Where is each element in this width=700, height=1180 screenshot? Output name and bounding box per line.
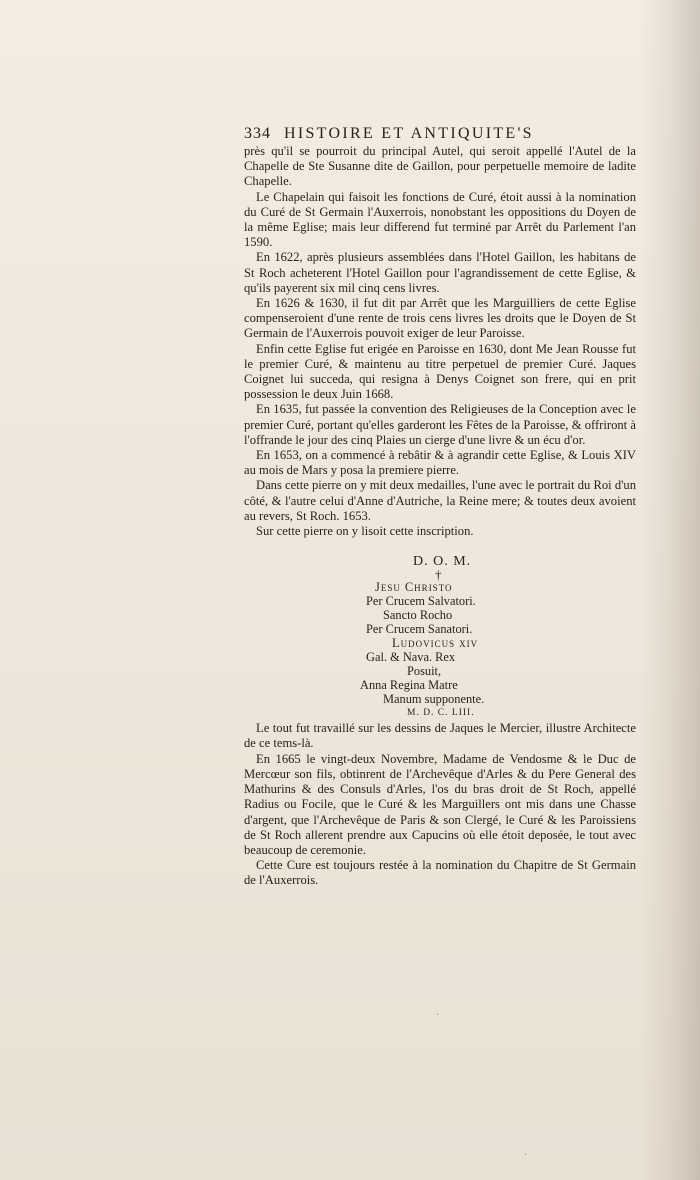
inscription-line: Per Crucem Sanatori. [366, 622, 473, 637]
paragraph: En 1635, fut passée la convention des Religieuses de la Conception avec le premier Curé, portant qu'elles garderont les Fêtes de la Paroisse, & offriront à l'offrande le jour des cinq Plaies un cierge d'une livre & un écu d'or. [244, 402, 636, 447]
paragraph: Dans cette pierre on y mit deux medailles, l'une avec le portrait du Roi d'un côté, & l'autre celui d'Anne d'Autriche, la Reine mere; & toutes deux avoient au revers, St Roch. 1653. [244, 478, 636, 523]
paragraph: En 1622, après plusieurs assemblées dans l'Hotel Gaillon, les habitans de St Roch acheterent l'Hotel Gaillon pour l'agrandissement de cette Eglise, & qu'ils payerent six mil cinq cens livres. [244, 250, 636, 295]
inscription-line: Anna Regina Matre [360, 678, 458, 693]
paper-speck: · [436, 1010, 440, 1021]
inscription-line: Manum supponente. [383, 692, 485, 707]
inscription-line: Sancto Rocho [383, 608, 453, 623]
paragraph: Le tout fut travaillé sur les dessins de Jaques le Mercier, illustre Architecte de ce tems-là. [244, 721, 636, 751]
paragraph: Le Chapelain qui faisoit les fonctions de Curé, étoit aussi à la nomination du Curé de St Germain l'Auxerrois, nonobstant les oppositions du Doyen de la même Eglise; mais leur differend fut terminé par Arrêt du Parlement l'an 1590. [244, 189, 636, 250]
running-title: HISTOIRE ET ANTIQUITE'S [284, 125, 534, 142]
cross-icon: † [435, 567, 442, 583]
inscription-date: M. D. C. LIII. [407, 708, 475, 719]
paragraph: En 1653, on a commencé à rebâtir & à agrandir cette Eglise, & Louis XIV au mois de Mars y posa la premiere pierre. [244, 448, 636, 478]
paragraph: Enfin cette Eglise fut erigée en Paroisse en 1630, dont Me Jean Rousse fut le premier Curé, & maintenu au titre perpetuel de premier Curé. Jaques Coignet lui succeda, qui resigna à Denys Coignet son frere, qui en prit possession le deux Juin 1668. [244, 341, 636, 402]
paper-speck: · [524, 1150, 528, 1161]
inscription-line: Posuit, [407, 664, 442, 679]
inscription-line: Per Crucem Salvatori. [366, 594, 476, 609]
inscription-line: Ludovicus xiv [392, 636, 479, 651]
inscription-line: Gal. & Nava. Rex [366, 650, 456, 665]
inscription-block [244, 554, 636, 719]
inscription-dom: D. O. M. [413, 554, 472, 570]
text-body [244, 144, 636, 889]
page-number: 334 [244, 125, 271, 142]
running-header [244, 125, 632, 143]
inscription-line: Jesu Christo [375, 580, 453, 595]
paragraph: près qu'il se pourroit du principal Autel, qui seroit appellé l'Autel de la Chapelle de Ste Susanne dite de Gaillon, pour perpetuelle memoire de ladite Chapelle. [244, 144, 636, 189]
paragraph: Sur cette pierre on y lisoit cette inscription. [256, 524, 474, 539]
paragraph: Cette Cure est toujours restée à la nomination du Chapitre de St Germain de l'Auxerrois. [244, 858, 636, 888]
paragraph: En 1626 & 1630, il fut dit par Arrêt que les Marguilliers de cette Eglise compenseroient d'une rente de trois cens livres les droits que le Doyen de St Germain de l'Auxerrois pouvoit exiger de leur Paroisse. [244, 296, 636, 341]
paragraph: En 1665 le vingt-deux Novembre, Madame de Vendosme & le Duc de Mercœur son fils, obtinrent de l'Archevêque d'Arles & du Pere General des Mathurins & des Consuls d'Arles, l'os du bras droit de St Roch, appellé Radius ou Focile, que le Curé & les Marguillers ont mis dans une Chasse d'argent, que l'Archevêque de Paris & son Clergé, le Curé & les Paroissiens de St Roch allerent prendre aux Capucins où elle étoit deposée, le tout avec beaucoup de ceremonie. [244, 751, 636, 857]
